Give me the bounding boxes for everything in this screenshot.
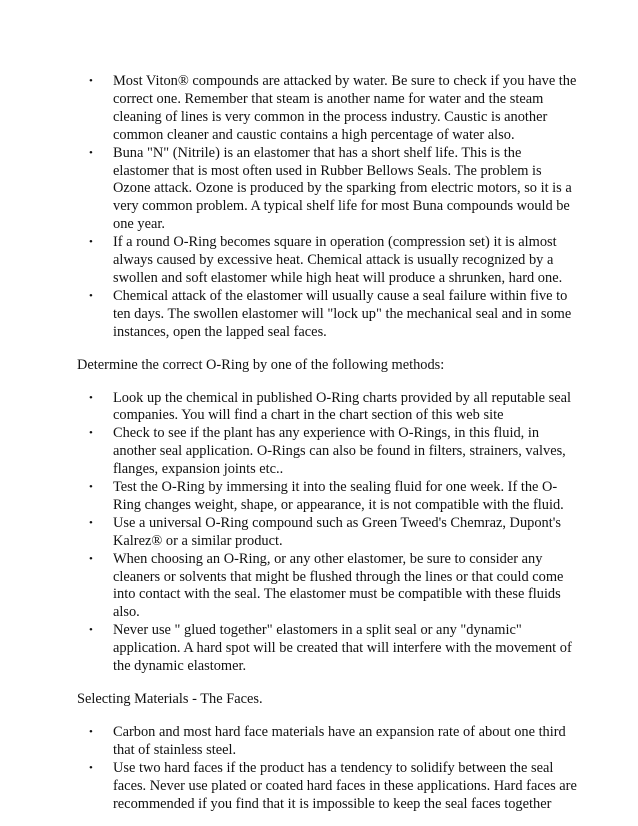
list-item: • If a round O-Ring becomes square in operation (compression set) it is almost always caused by excessive heat. Chemical attack is usually recognized by a swollen and soft elastomer while high heat will produce a shrunken, hard one. [113, 234, 578, 288]
list-item: • Carbon and most hard face materials have an expansion rate of about one third that of stainless steel. [113, 724, 578, 760]
o-ring-methods-list [77, 390, 578, 677]
list-item: • Most Viton® compounds are attacked by water. Be sure to check if you have the correct one. Remember that steam is another name for water and the steam cleaning of lines is very common in the process industry. Caustic is another common cleaner and caustic contains a high percentage of water also. [113, 73, 578, 145]
list-item: • Look up the chemical in published O-Ring charts provided by all reputable seal companies. You will find a chart in the chart section of this web site [113, 390, 578, 426]
elastomer-notes-list [77, 73, 578, 342]
list-item: • Chemical attack of the elastomer will usually cause a seal failure within five to ten days. The swollen elastomer will "lock up" the mechanical seal and in some instances, open the lapped seal faces. [113, 288, 578, 342]
list-item: • Use a universal O-Ring compound such as Green Tweed's Chemraz, Dupont's Kalrez® or a similar product. [113, 515, 578, 551]
list-item: • Use two hard faces if the product has a tendency to solidify between the seal faces. Never use plated or coated hard faces in these applications. Hard faces are recommended if you find that it is impossible to keep the seal faces together [113, 760, 578, 814]
list-item: • When choosing an O-Ring, or any other elastomer, be sure to consider any cleaners or solvents that might be flushed through the lines or that could come into contact with the seal. The elastomer must be compatible with these fluids also. [113, 551, 578, 623]
faces-heading: Selecting Materials - The Faces. [77, 691, 263, 707]
list-item: • Check to see if the plant has any experience with O-Rings, in this fluid, in another seal application. O-Rings can also be found in filters, strainers, valves, flanges, expansion joints etc.. [113, 425, 578, 479]
list-item: • Buna "N" (Nitrile) is an elastomer that has a short shelf life. This is the elastomer that is most often used in Rubber Bellows Seals. The problem is Ozone attack. Ozone is produced by the sparking from electric motors, so it is a very common problem. A typical shelf life for most Buna compounds would be one year. [113, 145, 578, 235]
list-item: • Test the O-Ring by immersing it into the sealing fluid for one week. If the O-Ring changes weight, shape, or appearance, it is not compatible with the fluid. [113, 479, 578, 515]
faces-list [77, 724, 578, 814]
list-item: • Never use " glued together" elastomers in a split seal or any "dynamic" application. A hard spot will be created that will interfere with the movement of the dynamic elastomer. [113, 622, 578, 676]
o-ring-methods-heading: Determine the correct O-Ring by one of the following methods: [77, 356, 445, 373]
